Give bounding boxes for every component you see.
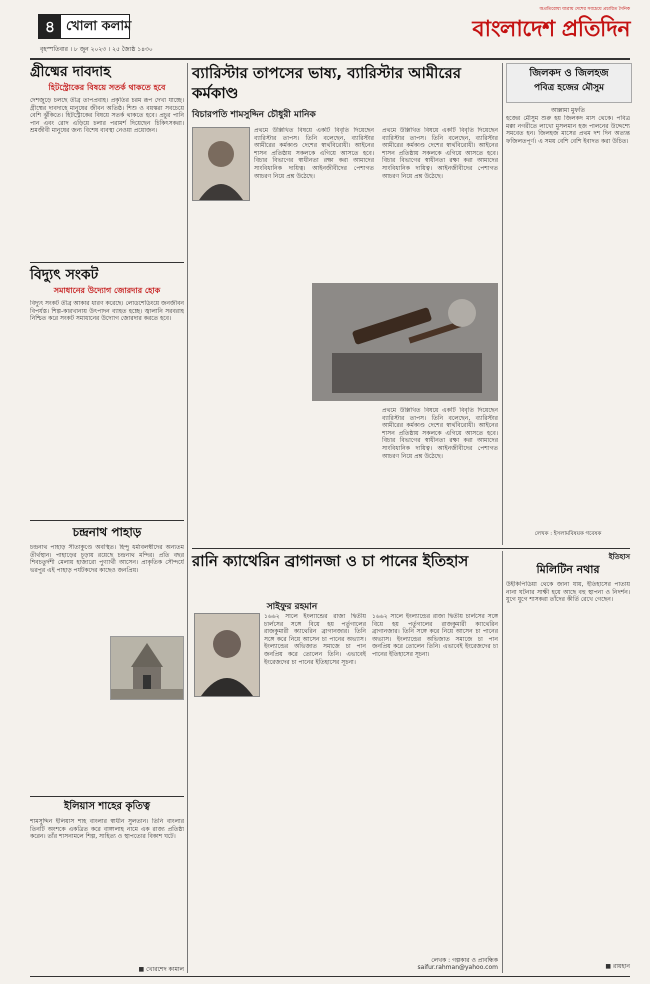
gavel-photo	[312, 283, 498, 401]
ilias-body: শামসুদ্দিন ইলিয়াস শাহ বাংলার স্বাধীন সুলতান। তিনি বাংলার তিনটি অংশকে একত্রিত করে বাঙ্গালাহ নামে এক রাজ্য প্রতিষ্ঠা করেন। তাঁর শাসনামলে শিল্প, সাহিত্য ও স্থাপত্যের বিকাশ ঘটে।	[30, 818, 184, 841]
hajj-subtitle: পবিত্র হজের মৌসুম	[533, 83, 605, 93]
chandranath-title: চন্দ্রনাথ পাহাড়	[72, 525, 142, 539]
ilias-title: ইলিয়াস শাহের কৃতিত্ব	[64, 801, 150, 812]
history-label: ইতিহাস	[608, 553, 630, 561]
heat-body: দেশজুড়ে চলছে তীব্র তাপপ্রবাহ। প্রকৃতির চরম রূপ দেখা যাচ্ছে। গ্রীষ্মের দাবদাহে মানুষের জীবন অতিষ্ঠ। শিশু ও বয়স্করা সবচেয়ে বেশি ঝুঁকিতে। হিটস্ট্রোকের বিষয়ে সতর্ক থাকতে হবে। প্রচুর পানি পান এবং রোদ এড়িয়ে চলার পরামর্শ দিয়েছেন চিকিৎসকরা। শ্রমজীবী মানুষের জন্য বিশেষ ব্যবস্থা নেওয়া প্রয়োজন।	[30, 97, 184, 135]
ilias-byline: ■ খোরশেদ কামাল	[138, 966, 184, 973]
history-article	[506, 551, 630, 973]
power-title: বিদ্যুৎ সংকট	[30, 267, 99, 283]
column-divider-left	[187, 63, 188, 973]
masthead-tagline: অপ্রতিরোধ্য যাত্রায় দেশের সবচেয়ে প্রচারিত দৈনিক	[539, 7, 630, 12]
gavel-illustration	[312, 283, 498, 401]
bragansa-author: সাইফুর রহমান	[266, 602, 318, 612]
bragansa-footer: লেখক : গল্পকার ও প্রাবন্ধিক	[431, 957, 498, 964]
section-name: খোলা কলাম	[66, 19, 132, 34]
masthead	[425, 6, 630, 52]
history-title: মিলিটিন নথার	[536, 563, 600, 576]
person-icon	[193, 128, 249, 200]
power-body: বিদ্যুৎ সংকট তীব্র আকার ধারণ করেছে। লোডশেডিংয়ে জনজীবন বিপর্যস্ত। শিল্প-কারখানায় উৎপাদন ব্যাহত হচ্ছে। জ্বালানি সরবরাহ নিশ্চিত করে সংকট সমাধানের উদ্যোগ জোরদার করতে হবে।	[30, 300, 184, 323]
main-author: বিচারপতি শামসুদ্দিন চৌধুরী মানিক	[192, 110, 316, 120]
author-photo	[192, 127, 250, 201]
heat-article	[30, 63, 184, 259]
main-article	[192, 63, 498, 545]
date-line: বৃহস্পতিবার । ৮ জুন ২০২৩ । ২৫ জ্যৈষ্ঠ ১৪৩০	[40, 46, 153, 53]
hajj-byline: আল্লামা মুফতি	[551, 107, 585, 114]
page-number: ৪	[39, 15, 61, 38]
history-body: উইকিপিডিয়া থেকে জানা যায়, ইতিহাসের পাতায় নানা ঘটনার সাক্ষী হয়ে আছে বহু স্থাপনা ও নিদর্শন। যুগে যুগে শাসকরা তাঁদের কীর্তি রেখে গেছেন।	[506, 581, 630, 604]
hajj-title-box	[506, 63, 632, 103]
footer-rule	[30, 976, 630, 977]
bragansa-photo	[194, 613, 260, 697]
power-subtitle: সমাধানের উদ্যোগ জোরদার হোক	[53, 286, 161, 295]
temple-illustration	[111, 637, 183, 699]
left-divider-2	[30, 520, 184, 521]
bragansa-body-col1: ১৬৬২ সালে ইংল্যান্ডের রাজা দ্বিতীয় চার্লসের সঙ্গে বিয়ে হয় পর্তুগালের রাজকুমারী ক্যাথেরিন ব্রাগানজার। তিনি সঙ্গে করে নিয়ে আসেন চা পানের অভ্যাস। ইংল্যান্ডের অভিজাত সমাজে চা পান জনপ্রিয় করে তোলেন তিনি। এভাবেই ইংরেজদের চা পানের ইতিহাসের সূচনা।	[264, 613, 366, 666]
bragansa-top-rule	[192, 548, 630, 549]
masthead-title: বাংলাদেশ প্রতিদিন	[472, 17, 630, 42]
column-divider-bottom	[502, 551, 503, 973]
hajj-footer: লেখক : ইসলামবিষয়ক গবেষক	[534, 531, 602, 537]
heat-subtitle: হিটস্ট্রোকের বিষয়ে সতর্ক থাকতে হবে	[48, 83, 166, 92]
person-icon	[195, 614, 259, 696]
column-divider-mid	[502, 63, 503, 545]
main-body-col3: প্রথমে উল্লিখিত বিষয়ে একটি বিবৃতি দিয়েছেন ব্যারিস্টার তাপস। তিনি বলেছেন, ব্যারিস্টার আমীরের কর্মকাণ্ড দেশের স্বার্থবিরোধী। আইনের শাসন প্রতিষ্ঠায় সকলকে এগিয়ে আসতে হবে। বিচার বিভাগের স্বাধীনতা রক্ষা করা আমাদের সাংবিধানিক দায়িত্ব। আইনজীবীদের পেশাগত আচরণ নিয়ে প্রশ্ন উঠেছে।	[382, 407, 498, 460]
bragansa-email: saifur.rahman@yahoo.com	[417, 964, 498, 971]
main-body-col1: প্রথমে উল্লিখিত বিষয়ে একটি বিবৃতি দিয়েছেন ব্যারিস্টার তাপস। তিনি বলেছেন, ব্যারিস্টার আমীরের কর্মকাণ্ড দেশের স্বার্থবিরোধী। আইনের শাসন প্রতিষ্ঠায় সকলকে এগিয়ে আসতে হবে। বিচার বিভাগের স্বাধীনতা রক্ষা করা আমাদের সাংবিধানিক দায়িত্ব। আইনজীবীদের পেশাগত আচরণ নিয়ে প্রশ্ন উঠেছে।	[254, 127, 374, 180]
page-number-box	[38, 14, 130, 39]
temple-photo	[110, 636, 184, 700]
bragansa-title: রানি ক্যাথেরিন ব্রাগানজা ও চা পানের ইতিহাস	[192, 552, 469, 570]
history-byline: ■ রায়হান	[605, 963, 630, 970]
hajj-title: জিলকদ ও জিলহজ	[529, 68, 609, 79]
main-body-col2: প্রথমে উল্লিখিত বিষয়ে একটি বিবৃতি দিয়েছেন ব্যারিস্টার তাপস। তিনি বলেছেন, ব্যারিস্টার আমীরের কর্মকাণ্ড দেশের স্বার্থবিরোধী। আইনের শাসন প্রতিষ্ঠায় সকলকে এগিয়ে আসতে হবে। বিচার বিভাগের স্বাধীনতা রক্ষা করা আমাদের সাংবিধানিক দায়িত্ব। আইনজীবীদের পেশাগত আচরণ নিয়ে প্রশ্ন উঠেছে।	[382, 127, 498, 180]
chandranath-body: চন্দ্রনাথ পাহাড় সীতাকুণ্ডে অবস্থিত। হিন্দু ধর্মাবলম্বীদের অন্যতম তীর্থস্থান। পাহাড়ের চূড়ায় রয়েছে চন্দ্রনাথ মন্দির। প্রতি বছর শিবচতুর্দশী মেলায় হাজারো পুণ্যার্থী আসেন। প্রাকৃতিক সৌন্দর্যে ভরপুর এই পাহাড় পর্যটকদের কাছেও জনপ্রিয়।	[30, 544, 184, 574]
heat-title: গ্রীষ্মের দাবদাহ	[30, 64, 111, 80]
bragansa-article	[192, 551, 498, 973]
power-article	[30, 266, 184, 516]
left-divider-1	[30, 262, 184, 263]
hajj-article	[506, 63, 630, 545]
chandranath-article	[30, 524, 184, 794]
hajj-body: হজের মৌসুম শুরু হয় জিলকদ মাস থেকে। পবিত্র মক্কা নগরীতে লাখো মুসলমান হজ পালনের উদ্দেশ্যে সমবেত হন। জিলহজ মাসের প্রথম দশ দিন অত্যন্ত ফজিলতপূর্ণ। এ সময় বেশি বেশি ইবাদত করা উচিত।	[506, 115, 630, 145]
main-title: ব্যারিস্টার তাপসের ভাষ্য, ব্যারিস্টার আমীরের কর্মকাণ্ড	[192, 64, 461, 102]
bragansa-body-col2: ১৬৬২ সালে ইংল্যান্ডের রাজা দ্বিতীয় চার্লসের সঙ্গে বিয়ে হয় পর্তুগালের রাজকুমারী ক্যাথেরিন ব্রাগানজার। তিনি সঙ্গে করে নিয়ে আসেন চা পানের অভ্যাস। ইংল্যান্ডের অভিজাত সমাজে চা পান জনপ্রিয় করে তোলেন তিনি। এভাবেই ইংরেজদের চা পানের ইতিহাসের সূচনা।	[372, 613, 498, 658]
page-header	[0, 0, 650, 68]
left-divider-3	[30, 796, 184, 797]
header-rule	[30, 58, 630, 60]
ilias-article	[30, 800, 184, 975]
